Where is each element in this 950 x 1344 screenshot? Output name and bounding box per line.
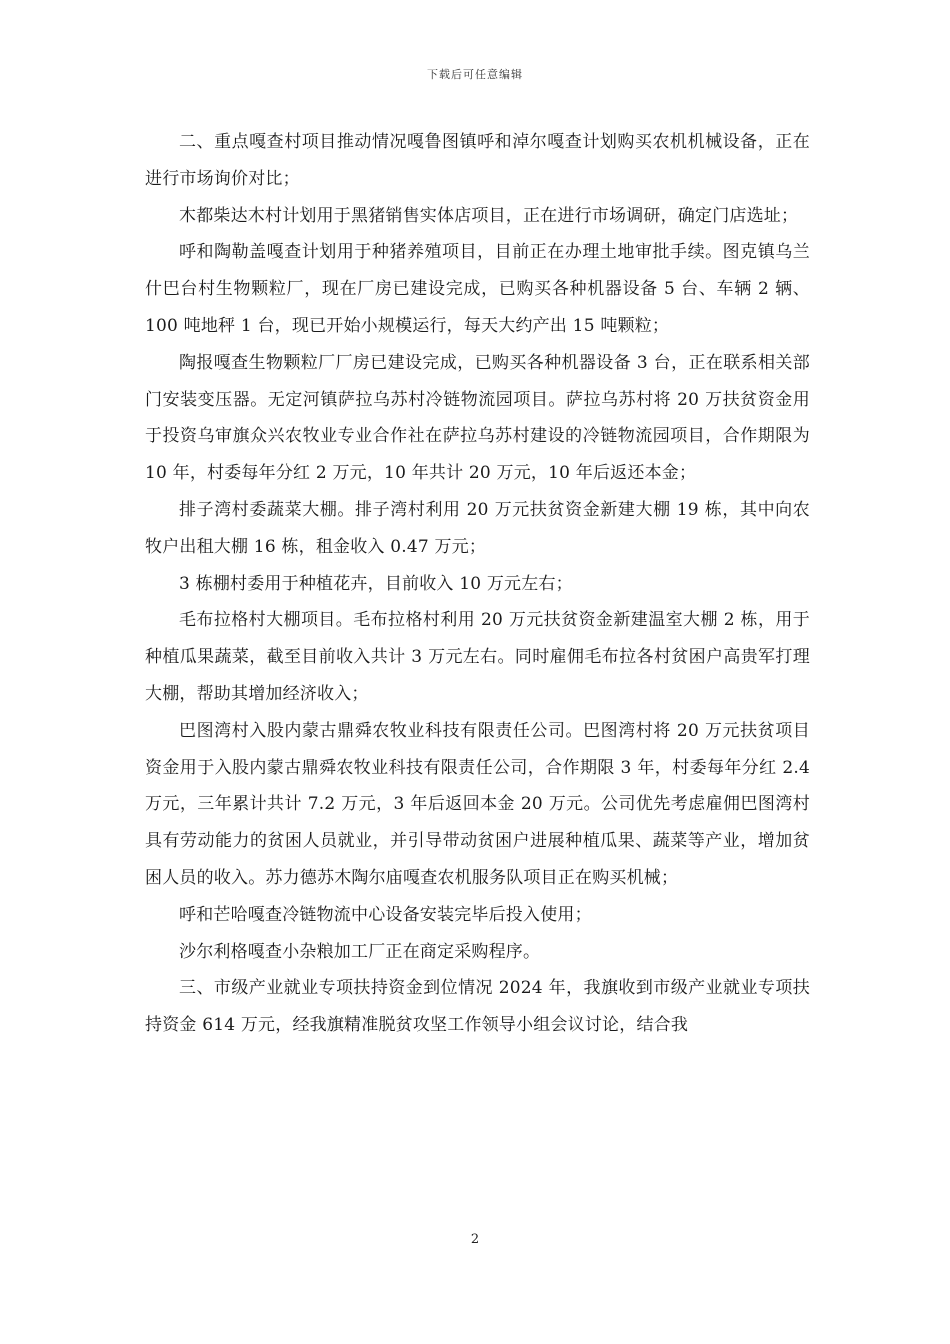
document-body — [145, 124, 810, 1044]
page-number: 2 — [470, 1232, 480, 1247]
paragraph: 排子湾村委蔬菜大棚。排子湾村利用 20 万元扶贫资金新建大棚 19 栋，其中向农牧户出租大棚 16 栋，租金收入 0.47 万元； — [145, 499, 810, 557]
paragraph: 毛布拉格村大棚项目。毛布拉格村利用 20 万元扶贫资金新建温室大棚 2 栋，用于种植瓜果蔬菜，截至目前收入共计 3 万元左右。同时雇佣毛布拉各村贫困户高贵军打理大棚，帮助其增加经济收入； — [145, 610, 810, 704]
paragraph: 3 栋棚村委用于种植花卉，目前收入 10 万元左右； — [179, 573, 573, 594]
page-header: 下载后可任意编辑 — [427, 68, 523, 81]
paragraph: 沙尔利格嘎查小杂粮加工厂正在商定采购程序。 — [179, 941, 541, 962]
paragraph: 呼和陶勒盖嘎查计划用于种猪养殖项目，目前正在办理土地审批手续。图克镇乌兰什巴台村生物颗粒厂，现在厂房已建设完成，已购买各种机器设备 5 台、车辆 2 辆、100 吨地秤 1 台，现已开始小规模运行，每天大约产出 15 吨颗粒； — [145, 242, 810, 336]
paragraph: 二、重点嘎查村项目推动情况嘎鲁图镇呼和淖尔嘎查计划购买农机机械设备，正在进行市场询价对比； — [145, 132, 810, 189]
paragraph: 木都柴达木村计划用于黑猪销售实体店项目，正在进行市场调研，确定门店选址； — [179, 205, 799, 226]
paragraph: 呼和芒哈嘎查冷链物流中心设备安装完毕后投入使用； — [179, 904, 592, 925]
paragraph: 巴图湾村入股内蒙古鼎舜农牧业科技有限责任公司。巴图湾村将 20 万元扶贫项目资金用于入股内蒙古鼎舜农牧业科技有限责任公司，合作期限 3 年，村委每年分红 2.4 万元，三年累计共计 7.2 万元，3 年后返回本金 20 万元。公司优先考虑雇佣巴图湾村具有劳动能力的贫困人员就业，并引导带动贫困户进展种植瓜果、蔬菜等产业，增加贫困人员的收入。苏力德苏木陶尔庙嘎查农机服务队项目正在购买机械； — [145, 720, 810, 888]
paragraph: 陶报嘎查生物颗粒厂厂房已建设完成，已购买各种机器设备 3 台，正在联系相关部门安装变压器。无定河镇萨拉乌苏村冷链物流园项目。萨拉乌苏村将 20 万扶贫资金用于投资乌审旗众兴农牧业专业合作社在萨拉乌苏村建设的冷链物流园项目，合作期限为 10 年，村委每年分红 2 万元，10 年共计 20 万元，10 年后返还本金； — [145, 352, 810, 484]
paragraph: 三、市级产业就业专项扶持资金到位情况 2024 年，我旗收到市级产业就业专项扶持资金 614 万元，经我旗精准脱贫攻坚工作领导小组会议讨论，结合我 — [145, 978, 810, 1036]
